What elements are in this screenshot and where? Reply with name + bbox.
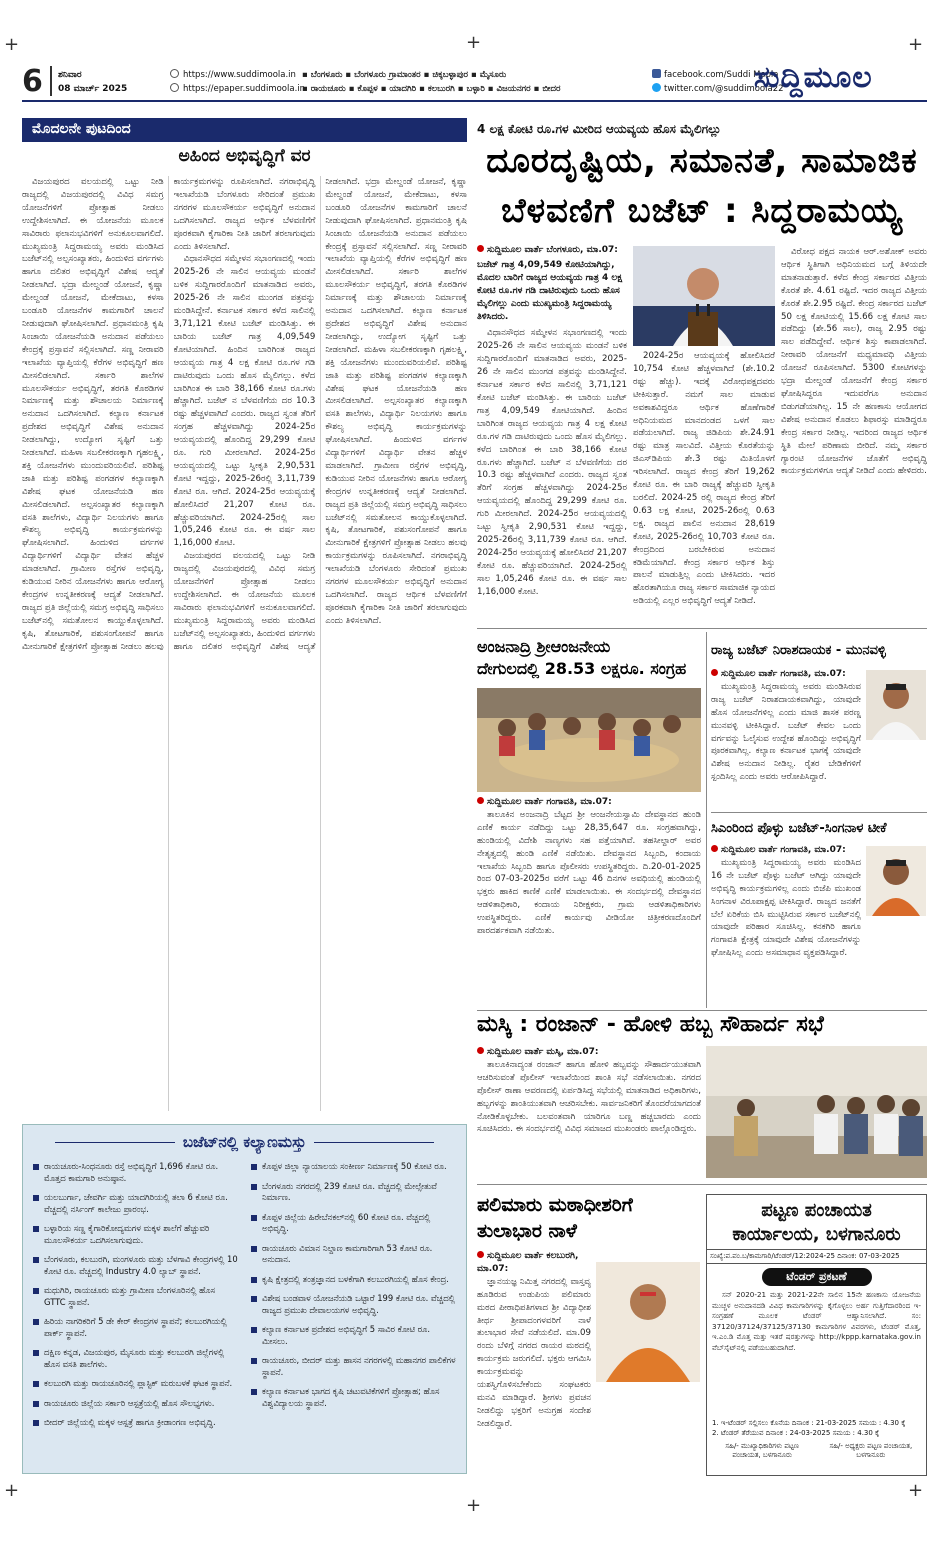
tender-dates	[707, 1418, 926, 1438]
singanal-story	[711, 844, 861, 1008]
list-item: ರಾಯಚೂರು ಜಿಲ್ಲೆಯ ಸರ್ಕಾರಿ ಆಸ್ಪತ್ರೆಯಲ್ಲಿ ಹೊಸ ಸೌಲಭ್ಯಗಳು.	[33, 1398, 238, 1410]
tender-date: 2. ಟೆಂಡರ್ ತೆರೆಯುವ ದಿನಾಂಕ : 24-03-2025 ಸಮಯ : 4.30 ಕ್ಕೆ	[712, 1429, 880, 1437]
list-item: ರಾಯಚೂರು-ಸಿಂಧನೂರು ರಸ್ತೆ ಅಭಿವೃದ್ಧಿಗೆ 1,696 ಕೋಟಿ ರೂ. ಮೊತ್ತದ ಕಾಮಗಾರಿ ಅನುಷ್ಠಾನ.	[33, 1161, 238, 1184]
list-item: ಹಿರಿಯ ನಾಗರಿಕರಿಗೆ 5 ಡೇ ಕೇರ್ ಕೇಂದ್ರಗಳ ಸ್ಥಾಪನೆ; ಕಲಬುರಗಿಯಲ್ಲಿ ಪಾರ್ಕ್ ಸ್ಥಾಪನೆ.	[33, 1316, 238, 1339]
anjanadri-headline: ಅಂಜನಾದ್ರಿ ಶ್ರೀಆಂಜನೇಯ ದೇಗುಲದಲ್ಲಿ 28.53 ಲಕ್ಷರೂ. ಸಂಗ್ರಹ	[477, 637, 687, 678]
divider	[50, 66, 52, 96]
crop-mark: +	[4, 34, 20, 55]
list-item: ಕೊಪ್ಪಳ ಜಿಲ್ಲಾ ನ್ಯಾಯಾಲಯ ಸಂಕೀರ್ಣ ನಿರ್ಮಾಣಕ್ಕೆ 50 ಕೋಟಿ ರೂ.	[251, 1161, 456, 1173]
bullet-icon	[477, 1047, 484, 1054]
list-item: ಬೀದರ್ ಜಿಲ್ಲೆಯಲ್ಲಿ ಮಕ್ಕಳ ಆಸ್ಪತ್ರೆ ಹಾಗೂ ಕ್ರೀಡಾಂಗಣ ಅಭಿವೃದ್ಧಿ.	[33, 1417, 238, 1429]
city-editions	[302, 68, 560, 96]
crop-mark: +	[908, 1480, 924, 1501]
website-link[interactable]: https://www.suddimoola.in	[170, 68, 305, 82]
byline: ಸುದ್ದಿಮೂಲ ವಾರ್ತೆ ಮಸ್ಕಿ, ಮಾ.07:	[477, 1046, 701, 1059]
story-body: ತಾಲೂಕಿನ ಅಂಜನಾದ್ರಿ ಬೆಟ್ಟದ ಶ್ರೀ ಆಂಜನೇಯಸ್ವಾಮಿ ದೇವಸ್ಥಾನದ ಹುಂಡಿ ಎಣಿಕೆ ಕಾರ್ಯ ನಡೆದಿದ್ದು ಒಟ್ಟು 28,35,647 ರೂ. ಸಂಗ್ರಹವಾಗಿದ್ದು, ಹುಂಡಿಯಲ್ಲಿ ವಿದೇಶಿ ನಾಣ್ಯಗಳು ಸಹ ಪತ್ತೆಯಾಗಿವೆ. ತಹಸೀಲ್ದಾರ್ ಅವರ ನೇತೃತ್ವದಲ್ಲಿ ಹುಂಡಿ ಎಣಿಕೆ ನಡೆಯಿತು. ದೇವಸ್ಥಾನದ ಸಿಬ್ಬಂದಿ, ಕಂದಾಯ ಇಲಾಖೆಯ ಸಿಬ್ಬಂದಿ ಹಾಗೂ ಪೊಲೀಸರು ಉಪಸ್ಥಿತರಿದ್ದರು. ದಿ.20-01-2025 ರಿಂದ 07-03-2025ರ ವರೆಗೆ ಒಟ್ಟು 46 ದಿನಗಳ ಅವಧಿಯಲ್ಲಿ ಹುಂಡಿಯಲ್ಲಿ ಭಕ್ತರು ಹಾಕಿದ ಕಾಣಿಕೆ ಎಣಿಕೆ ಮಾಡಲಾಯಿತು. ಈ ಸಂದರ್ಭದಲ್ಲಿ ದೇವಸ್ಥಾನದ ಆಡಳಿತಾಧಿಕಾರಿ, ಕಂದಾಯ ನಿರೀಕ್ಷಕರು, ಗ್ರಾಮ ಆಡಳಿತಾಧಿಕಾರಿಗಳು ಉಪಸ್ಥಿತರಿದ್ದರು. ಎಣಿಕೆ ಕಾರ್ಯವು ವೀಡಿಯೋ ಚಿತ್ರೀಕರಣದೊಂದಿಗೆ ಪಾರದರ್ಶಕವಾಗಿ ನಡೆಯಿತು.	[477, 809, 701, 937]
portrait-image	[866, 670, 926, 740]
tender-body: ಸನ್ 2020-21 ಮತ್ತು 2021-22ನೇ ಸಾಲಿನ 15ನೇ ಹಣಕಾಸು ಯೋಜನೆಯ ಮುಚ್ಚಳ ಅನುದಾನದಡಿ ವಿವಿಧ ಕಾಮಗಾರಿಗಳನ್ನು ಕೈಗೊಳ್ಳಲು ಅರ್ಹ ಗುತ್ತಿಗೆದಾರರಿಂದ ಇ-ಸಂಗ್ರಹಣೆ ಮೂಲಕ ಟೆಂಡರ್ ಆಹ್ವಾನಿಸಲಾಗಿದೆ. ಸಂ: 37120/37124/37125/37130 ಕಾಮಗಾರಿಗಳ ವಿವರಗಳು, ಟೆಂಡರ್ ಮೊತ್ತ, ಇ.ಎಂ.ಡಿ ಮೊತ್ತ ಮತ್ತು ಇತರೆ ಷರತ್ತುಗಳನ್ನು http://kppp.karnataka.gov.in ವೆಬ್‌ಸೈಟ್‌ನಲ್ಲಿ ಪಡೆಯಬಹುದಾಗಿದೆ.	[712, 1290, 921, 1352]
story-body: ಮುಖ್ಯಮಂತ್ರಿ ಸಿದ್ದರಾಮಯ್ಯ ಅವರು ಮಂಡಿಸಿರುವ ರಾಜ್ಯ ಬಜೆಟ್ ನಿರಾಶದಾಯಕವಾಗಿದ್ದು, ಯಾವುದೇ ಹೊಸ ಯೋಜನೆಗಳಿಲ್ಲ ಎಂದು ಮಾಜಿ ಶಾಸಕ ಪರಣ್ಣ ಮುನವಳ್ಳಿ ಟೀಕಿಸಿದ್ದಾರೆ. ಬಜೆಟ್ ಕೇವಲ ಒಂದು ವರ್ಗವನ್ನು ಓಲೈಸುವ ಉದ್ದೇಶ ಹೊಂದಿದ್ದು ಅಭಿವೃದ್ಧಿಗೆ ಪೂರಕವಾಗಿಲ್ಲ. ಕಲ್ಯಾಣ ಕರ್ನಾಟಕ ಭಾಗಕ್ಕೆ ಯಾವುದೇ ವಿಶೇಷ ಅನುದಾನ ನೀಡಿಲ್ಲ. ರೈತರ ಬೇಡಿಕೆಗಳಿಗೆ ಸ್ಪಂದಿಸಿಲ್ಲ ಎಂದು ಅವರು ಆರೋಪಿಸಿದ್ದಾರೆ.	[711, 681, 861, 783]
cities-row: ▪ ಬೆಂಗಳೂರು ▪ ಬೆಂಗಳೂರು ಗ್ರಾಮಾಂತರ ▪ ಚಿಕ್ಕಬಳ್ಳಾಪುರ ▪ ಮೈಸೂರು	[302, 70, 507, 80]
newspaper-logo: ಸುದ್ದಿಮೂಲ	[754, 60, 873, 95]
crop-mark: +	[908, 34, 924, 55]
story-body: ಜ್ಞಾನಯಜ್ಞ ನಿಮಿತ್ತ ನಗರದಲ್ಲಿ ವಾಸ್ತವ್ಯ ಹೂಡಿರುವ ಉಡುಪಿಯ ಪಲಿಮಾರು ಮಠದ ಪೀಠಾಧಿಪತಿಗಳಾದ ಶ್ರೀ ವಿದ್ಯಾಧೀಶ ತೀರ್ಥ ಶ್ರೀಪಾದಂಗಳವರಿಗೆ ನಾಳೆ ತುಲಾಭಾರ ಸೇವೆ ನಡೆಯಲಿದೆ. ಮಾ.09 ರಂದು ಬೆಳಿಗ್ಗೆ ನಗರದ ರಾಯರ ಮಠದಲ್ಲಿ ಕಾರ್ಯಕ್ರಮ ಜರುಗಲಿದೆ. ಭಕ್ತರು ಆಗಮಿಸಿ ಕಾರ್ಯಕ್ರಮವನ್ನು ಯಶಸ್ವಿಗೊಳಿಸಬೇಕೆಂದು ಸಂಘಟಕರು ಮನವಿ ಮಾಡಿದ್ದಾರೆ. ಶ್ರೀಗಳು ಪ್ರವಚನ ನೀಡಲಿದ್ದು ಭಕ್ತರಿಗೆ ಅನುಗ್ರಹ ಸಂದೇಶ ನೀಡಲಿದ್ದಾರೆ.	[477, 1276, 591, 1429]
crop-mark: +	[466, 32, 482, 53]
anjanadri-story	[477, 796, 701, 1008]
temple-counting-photo	[477, 688, 701, 792]
lead-col3: ವಿರೋಧ ಪಕ್ಷದ ನಾಯಕ ಆರ್.ಅಶೋಕ್ ಅವರು ಆರ್ಥಿಕ ಸ್ಥಿತಿಗಾಗಿ ಅಧಿನಿಯಮದ ಬಗ್ಗೆ ತಿಳಿಯದೇ ಮಾತನಾಡುತ್ತಾರೆ. ಕಳೆದ ಕೇಂದ್ರ ಸರ್ಕಾರದ ವಿತ್ತೀಯ ಕೊರತೆ ಶೇ. 4.61 ರಷ್ಟಿದೆ. ಇದರ ರಾಜ್ಯದ ವಿತ್ತೀಯ ಕೊರತೆ ಶೇ.2.95 ರಷ್ಟಿದೆ. ಕೇಂದ್ರ ಸರ್ಕಾರದ ಬಜೆಟ್ 50 ಲಕ್ಷ ಕೋಟಿಯಲ್ಲಿ 15.66 ಲಕ್ಷ ಕೋಟಿ ಸಾಲ ಪಡೆದಿದ್ದು (ಶೇ.56 ಸಾಲ), ರಾಜ್ಯ 2.95 ರಷ್ಟು ಸಾಲ ಪಡೆದಿದ್ದೇವೆ. ಆರ್ಥಿಕ ಶಿಸ್ತು ಕಾಪಾಡಲಾಗಿದೆ. ನೀರಾವರಿ ಯೋಜನೆಗೆ ಮಧ್ಯಮಾವಧಿ ವಿತ್ತೀಯ ಯೋಜನೆ ರೂಪಿಸಲಾಗಿದೆ. 5300 ಕೋಟಿಗಳನ್ನು ಭದ್ರಾ ಮೇಲ್ದಂಡೆ ಯೋಜನೆಗೆ ಕೇಂದ್ರ ಸರ್ಕಾರ ಘೋಷಿಸಿದ್ದರೂ ಇದುವರೆಗೂ ಅನುದಾನ ಬಿಡುಗಡೆಯಾಗಿಲ್ಲ. 15 ನೇ ಹಣಕಾಸು ಆಯೋಗದ ವಿಶೇಷ ಅನುದಾನ ಕೊಡಲು ಶಿಫಾರಸ್ಸು ಮಾಡಿದ್ದರೂ ಕೇಂದ್ರ ಸರ್ಕಾರ ನೀಡಿಲ್ಲ. ಇದರಿಂದ ರಾಜ್ಯದ ಆರ್ಥಿಕ ಸ್ಥಿತಿ ಮೇಲೆ ಪರಿಣಾಮ ಬೀರಿದೆ. ನಮ್ಮ ಸರ್ಕಾರ ಗ್ಯಾರಂಟಿ ಯೋಜನೆಗಳ ಜೊತೆಗೆ ಅಭಿವೃದ್ಧಿ ಕಾರ್ಯಕ್ರಮಗಳಿಗೂ ಆದ್ಯತೆ ನೀಡಿದೆ ಎಂದು ಹೇಳಿದರು.	[781, 247, 927, 477]
maski-meeting-photo	[706, 1046, 927, 1178]
list-item: ಮಧುಗಿರಿ, ರಾಯಚೂರು ಮತ್ತು ಗ್ರಾಮೀಣ ಬೆಂಗಳೂರಿನಲ್ಲಿ ಹೊಸ GTTC ಸ್ಥಾಪನೆ.	[33, 1285, 238, 1308]
lead-col2: 2024-25ರ ಆಯವ್ಯಯಕ್ಕೆ ಹೋಲಿಸಿದರೆ 10,754 ಕೋಟಿ ಹೆಚ್ಚಳವಾಗಿದೆ (ಶೇ.10.2 ರಷ್ಟು ಹೆಚ್ಚು). ಇದಕ್ಕೆ ವಿರೋಧಪಕ್ಷದವರು ಟೀಕಿಸುತ್ತಾರೆ. ನಮಗೆ ಸಾಲ ಮಾಡುವ ಅವಕಾಶವಿದ್ದರೂ ಆರ್ಥಿಕ ಹೊಣೆಗಾರಿಕೆ ಅಧಿನಿಯಮದ ಮಾನದಂಡದ ಒಳಗೆ ಸಾಲ ಪಡೆಯಲಾಗಿದೆ. ರಾಜ್ಯ ಜಿಡಿಪಿಯ ಶೇ.24.91 ರಷ್ಟು ಮಾತ್ರ ಸಾಲವಿದೆ. ವಿತ್ತೀಯ ಕೊರತೆಯನ್ನು ಜಿಎಸ್‌ಡಿಪಿಯ ಶೇ.3 ರಷ್ಟು ಮಿತಿಯೊಳಗೆ ಇರಿಸಲಾಗಿದೆ. ರಾಜ್ಯದ ಕೇಂದ್ರ ತೆರಿಗೆ 19,262 ಕೋಟಿ ರೂ. ಈ ಬಾರಿ ರಾಜ್ಯಕ್ಕೆ ಹೆಚ್ಚುವರಿ ಸ್ವೀಕೃತಿ ಬರಲಿದೆ. 2024-25 ರಲ್ಲಿ ರಾಜ್ಯದ ಕೇಂದ್ರ ತೆರಿಗೆ 0.63 ಲಕ್ಷ ಕೋಟಿ, 2025-26ರಲ್ಲಿ 0.63 ಲಕ್ಷ. ರಾಜ್ಯದ ಪಾಲಿನ ಅನುದಾನ 28,619 ಕೋಟಿ, 2025-26ರಲ್ಲಿ 10,703 ಕೋಟಿ ರೂ. ಕೇಂದ್ರದಿಂದ ಬರಬೇಕಿರುವ ಅನುದಾನ ಕಡಿಮೆಯಾಗಿದೆ. ಕೇಂದ್ರ ಸರ್ಕಾರ ಆರ್ಥಿಕ ಶಿಸ್ತು ಪಾಲನೆ ಮಾಡುತ್ತಿಲ್ಲ ಎಂದು ಟೀಕಿಸಿದರು. ಇದರ ಹೊರತಾಗಿಯೂ ರಾಜ್ಯ ಸರ್ಕಾರ ಸಾಮಾಜಿಕ ನ್ಯಾಯದ ಅಡಿಯಲ್ಲಿ ಎಲ್ಲರ ಅಭಿವೃದ್ಧಿಗೆ ಆದ್ಯತೆ ನೀಡಿದೆ.	[633, 351, 775, 607]
portrait-image	[866, 846, 926, 916]
lead-headline-line2: ಬೆಳವಣಿಗೆ ಬಜೆಟ್ : ಸಿದ್ದರಾಮಯ್ಯ	[501, 191, 903, 231]
story-text: ವಿಜಯಪುರದ ವಲಯದಲ್ಲಿ ಒಟ್ಟು ನೀಡಿ ರಾಜ್ಯದಲ್ಲಿ ವಿಜಯಪುರದಲ್ಲಿ ವಿವಿಧ ಸಮಗ್ರ ಯೋಜನೆಗಳಿಗೆ ಪ್ರೋತ್ಸಾಹ ನೀಡಲು ಉದ್ದೇಶಿಸಲಾಗಿದೆ. ಈ ಯೋಜನೆಯ ಮೂಲಕ ಸಾವಿರಾರು ಫಲಾನುಭವಿಗಳಿಗೆ ಅನುಕೂಲವಾಗಲಿದೆ. ಮುಖ್ಯಮಂತ್ರಿ ಸಿದ್ದರಾಮಯ್ಯ ಅವರು ಮಂಡಿಸಿದ ಬಜೆಟ್‌ನಲ್ಲಿ ಅಲ್ಪಸಂಖ್ಯಾತರು, ಹಿಂದುಳಿದ ವರ್ಗಗಳು ಹಾಗೂ ದಲಿತರ ಅಭಿವೃದ್ಧಿಗೆ ವಿಶೇಷ ಆದ್ಯತೆ ನೀಡಲಾಗಿದೆ. ಭದ್ರಾ ಮೇಲ್ದಂಡೆ ಯೋಜನೆ, ಕೃಷ್ಣಾ ಮೇಲ್ದಂಡೆ ಯೋಜನೆ, ಮೇಕೆದಾಟು, ಕಳಸಾ ಬಂಡೂರಿ ಯೋಜನೆಗಳ ಕಾಮಗಾರಿಗೆ ಚಾಲನೆ ನೀಡುವುದಾಗಿ ಘೋಷಿಸಲಾಗಿದೆ. ಪ್ರಧಾನಮಂತ್ರಿ ಕೃಷಿ ಸಿಂಚಾಯಿ ಯೋಜನೆಯಡಿ ಅನುದಾನ ಪಡೆಯಲು ಕೇಂದ್ರಕ್ಕೆ ಪ್ರಸ್ತಾವನೆ ಸಲ್ಲಿಸಲಾಗಿದೆ. ಸಣ್ಣ ನೀರಾವರಿ ಇಲಾಖೆಯ ವ್ಯಾಪ್ತಿಯಲ್ಲಿ ಕೆರೆಗಳ ಅಭಿವೃದ್ಧಿಗೆ ಹಣ ಮೀಸಲಿಡಲಾಗಿದೆ. ಸರ್ಕಾರಿ ಶಾಲೆಗಳ ಮೂಲಸೌಕರ್ಯ ಅಭಿವೃದ್ಧಿಗೆ, ತರಗತಿ ಕೊಠಡಿಗಳ ನಿರ್ಮಾಣಕ್ಕೆ ಮತ್ತು ಶೌಚಾಲಯ ನಿರ್ಮಾಣಕ್ಕೆ ಅನುದಾನ ಒದಗಿಸಲಾಗಿದೆ. ಕಲ್ಯಾಣ ಕರ್ನಾಟಕ ಪ್ರದೇಶದ ಅಭಿವೃದ್ಧಿಗೆ ವಿಶೇಷ ಅನುದಾನ ನೀಡಲಾಗಿದ್ದು, ಉದ್ಯೋಗ ಸೃಷ್ಟಿಗೆ ಒತ್ತು ನೀಡಲಾಗಿದೆ. ಮಹಿಳಾ ಸಬಲೀಕರಣಕ್ಕಾಗಿ ಗೃಹಲಕ್ಷ್ಮಿ, ಶಕ್ತಿ ಯೋಜನೆಗಳು ಮುಂದುವರಿಯಲಿವೆ. ಪರಿಶಿಷ್ಟ ಜಾತಿ ಮತ್ತು ಪರಿಶಿಷ್ಟ ಪಂಗಡಗಳ ಕಲ್ಯಾಣಕ್ಕಾಗಿ ವಿಶೇಷ ಘಟಕ ಯೋಜನೆಯಡಿ ಹಣ ಮೀಸಲಿಡಲಾಗಿದೆ. ಅಲ್ಪಸಂಖ್ಯಾತರ ಕಲ್ಯಾಣಕ್ಕಾಗಿ ವಸತಿ ಶಾಲೆಗಳು, ವಿದ್ಯಾರ್ಥಿ ನಿಲಯಗಳು ಹಾಗೂ ಕೌಶಲ್ಯ ಅಭಿವೃದ್ಧಿ ಕಾರ್ಯಕ್ರಮಗಳನ್ನು ಘೋಷಿಸಲಾಗಿದೆ. ಹಿಂದುಳಿದ ವರ್ಗಗಳ ವಿದ್ಯಾರ್ಥಿಗಳಿಗೆ ವಿದ್ಯಾರ್ಥಿ ವೇತನ ಹೆಚ್ಚಳ ಮಾಡಲಾಗಿದೆ. ಗ್ರಾಮೀಣ ರಸ್ತೆಗಳ ಅಭಿವೃದ್ಧಿ, ಕುಡಿಯುವ ನೀರಿನ ಯೋಜನೆಗಳು ಹಾಗೂ ಆರೋಗ್ಯ ಕೇಂದ್ರಗಳ ಉನ್ನತೀಕರಣಕ್ಕೆ ಆದ್ಯತೆ ನೀಡಲಾಗಿದೆ. ರಾಜ್ಯದ ಪ್ರತಿ ಜಿಲ್ಲೆಯಲ್ಲಿ ಸಮಗ್ರ ಅಭಿವೃದ್ಧಿ ಸಾಧಿಸಲು ಬಜೆಟ್‌ನಲ್ಲಿ ಸಮತೋಲನ ಕಾಯ್ದುಕೊಳ್ಳಲಾಗಿದೆ. ಕೃಷಿ, ತೋಟಗಾರಿಕೆ, ಪಶುಸಂಗೋಪನೆ ಹಾಗೂ ಮೀನುಗಾರಿಕೆ ಕ್ಷೇತ್ರಗಳಿಗೆ ಪ್ರೋತ್ಸಾಹ ನೀಡಲು ಹಲವು ಕಾರ್ಯಕ್ರಮಗಳನ್ನು ರೂಪಿಸಲಾಗಿದೆ. ನಗರಾಭಿವೃದ್ಧಿ ಇಲಾಖೆಯಡಿ ಬೆಂಗಳೂರು ಸೇರಿದಂತೆ ಪ್ರಮುಖ ನಗರಗಳ ಮೂಲಸೌಕರ್ಯ ಅಭಿವೃದ್ಧಿಗೆ ಅನುದಾನ ಒದಗಿಸಲಾಗಿದೆ. ರಾಜ್ಯದ ಆರ್ಥಿಕ ಬೆಳವಣಿಗೆಗೆ ಪೂರಕವಾಗಿ ಕೈಗಾರಿಕಾ ನೀತಿ ಜಾರಿಗೆ ತರಲಾಗುವುದು ಎಂದು ತಿಳಿಸಲಾಗಿದೆ.	[22, 177, 316, 652]
masthead	[22, 62, 927, 102]
lead-col1	[477, 244, 627, 624]
kalyana-list-right	[251, 1161, 456, 1417]
tender-title: ಪಟ್ಟಣ ಪಂಚಾಯತ	[761, 1200, 872, 1221]
lead-body: ವಿಧಾನಸೌಧದ ಸಮ್ಮೇಳನ ಸಭಾಂಗಣದಲ್ಲಿ ಇಂದು 2025-26 ನೇ ಸಾಲಿನ ಆಯವ್ಯಯ ಮಂಡನೆ ಬಳಿಕ ಸುದ್ದಿಗಾರರೊಂದಿಗೆ ಮಾತನಾಡಿದ ಅವರು, 2025-26 ನೇ ಸಾಲಿನ ಮುಂಗಡ ಪತ್ರವನ್ನು ಮಂಡಿಸಿದ್ದೇನೆ. ಕರ್ನಾಟಕ ಸರ್ಕಾರ ಕಳೆದ ಸಾಲಿನಲ್ಲಿ 3,71,121 ಕೋಟಿ ಬಜೆಟ್ ಮಂಡಿಸಿತ್ತು. ಈ ಬಾರಿಯ ಬಜೆಟ್ ಗಾತ್ರ 4,09,549 ಕೋಟಿಯಾಗಿದೆ. ಹಿಂದಿನ ಬಾರಿಗಿಂತ ರಾಜ್ಯದ ಆಯವ್ಯಯ ಗಾತ್ರ 4 ಲಕ್ಷ ಕೋಟಿ ರೂ.ಗಳ ಗಡಿ ದಾಟಿರುವುದು ಒಂದು ಹೊಸ ಮೈಲಿಗಲ್ಲು. ಕಳೆದ ಬಾರಿಗಿಂತ ಈ ಬಾರಿ 38,166 ಕೋಟಿ ರೂ.ಗಳು ಹೆಚ್ಚಾಗಿದೆ. ಬಜೆಟ್ ನ ಬೆಳವಣಿಗೆಯ ದರ 10.3 ರಷ್ಟು ಹೆಚ್ಚಳವಾಗಿದೆ ಎಂದರು. ರಾಜ್ಯದ ಸ್ವಂತ ತೆರಿಗೆ ಸಂಗ್ರಹ ಹೆಚ್ಚಳವಾಗಿದ್ದು 2024-25ರ ಆಯವ್ಯಯದಲ್ಲಿ ಹೊಂದಿದ್ದ 29,299 ಕೋಟಿ ರೂ. ಗುರಿ ಮೀರಲಾಗಿದೆ. 2024-25ರ ಆಯವ್ಯಯದಲ್ಲಿ ಒಟ್ಟು ಸ್ವೀಕೃತಿ 2,90,531 ಕೋಟಿ ಇದ್ದದ್ದು, 2025-26ರಲ್ಲಿ 3,11,739 ಕೋಟಿ ರೂ. ಆಗಿದೆ. 2024-25ರ ಆಯವ್ಯಯಕ್ಕೆ ಹೋಲಿಸಿದರೆ 21,207 ಕೋಟಿ ರೂ. ಹೆಚ್ಚುವರಿಯಾಗಿದೆ. 2024-25ರಲ್ಲಿ ಸಾಲ 1,05,246 ಕೋಟಿ ರೂ. ಈ ವರ್ಷ ಸಾಲ 1,16,000 ಕೋಟಿ.	[477, 328, 627, 597]
list-item: ಕಲ್ಯಾಣ ಕರ್ನಾಟಕ ಭಾಗದ ಕೃಷಿ ಚಟುವಟಿಕೆಗಳಿಗೆ ಪ್ರೋತ್ಸಾಹ; ಹೊಸ ವಿಶ್ವವಿದ್ಯಾಲಯ ಸ್ಥಾಪನೆ.	[251, 1386, 456, 1409]
story-heading: ಅಹಿಂದ ಅಭಿವೃದ್ಧಿಗೆ ವರ	[178, 146, 311, 166]
lead-kicker	[477, 118, 927, 136]
byline: ಸುದ್ದಿಮೂಲ ವಾರ್ತೆ ಕಲಬುರಗಿ, ಮಾ.07:	[477, 1251, 579, 1274]
divider	[706, 632, 707, 1008]
byline: ಸುದ್ದಿಮೂಲ ವಾರ್ತೆ ಗಂಗಾವತಿ, ಮಾ.07:	[711, 668, 861, 681]
list-item: ಬೆಂಗಳೂರು, ಕಲಬುರಗಿ, ಮಂಗಳೂರು ಮತ್ತು ಬೆಳಗಾವಿ ಕೇಂದ್ರಗಳಲ್ಲಿ 10 ಕೋಟಿ ರೂ. ವೆಚ್ಚದಲ್ಲಿ Industry 4.0 ಲ್ಯಾಬ್ ಸ್ಥಾಪನೆ.	[33, 1254, 238, 1277]
lead-headline-line1: ದೂರದೃಷ್ಟಿಯ, ಸಮಾನತೆ, ಸಾಮಾಜಿಕ	[486, 141, 918, 181]
list-item: ದಕ್ಷಿಣ ಕನ್ನಡ, ವಿಜಯಪುರ, ಮೈಸೂರು ಮತ್ತು ಕಲಬುರಗಿ ಜಿಲ್ಲೆಗಳಲ್ಲಿ ಹೊಸ ವಸತಿ ಶಾಲೆಗಳು.	[33, 1347, 238, 1370]
list-item: ಕೃಷಿ ಕ್ಷೇತ್ರದಲ್ಲಿ ತಂತ್ರಜ್ಞಾನದ ಬಳಕೆಗಾಗಿ ಕಲಬುರಗಿಯಲ್ಲಿ ಹೊಸ ಕೇಂದ್ರ.	[251, 1274, 456, 1286]
swamiji-photo	[596, 1262, 700, 1382]
singanal-photo	[866, 846, 926, 916]
story-text: ವಿಧಾನಸೌಧದ ಸಮ್ಮೇಳನ ಸಭಾಂಗಣದಲ್ಲಿ ಇಂದು 2025-26 ನೇ ಸಾಲಿನ ಆಯವ್ಯಯ ಮಂಡನೆ ಬಳಿಕ ಸುದ್ದಿಗಾರರೊಂದಿಗೆ ಮಾತನಾಡಿದ ಅವರು, 2025-26 ನೇ ಸಾಲಿನ ಮುಂಗಡ ಪತ್ರವನ್ನು ಮಂಡಿಸಿದ್ದೇನೆ. ಕರ್ನಾಟಕ ಸರ್ಕಾರ ಕಳೆದ ಸಾಲಿನಲ್ಲಿ 3,71,121 ಕೋಟಿ ಬಜೆಟ್ ಮಂಡಿಸಿತ್ತು. ಈ ಬಾರಿಯ ಬಜೆಟ್ ಗಾತ್ರ 4,09,549 ಕೋಟಿಯಾಗಿದೆ. ಹಿಂದಿನ ಬಾರಿಗಿಂತ ರಾಜ್ಯದ ಆಯವ್ಯಯ ಗಾತ್ರ 4 ಲಕ್ಷ ಕೋಟಿ ರೂ.ಗಳ ಗಡಿ ದಾಟಿರುವುದು ಒಂದು ಹೊಸ ಮೈಲಿಗಲ್ಲು. ಕಳೆದ ಬಾರಿಗಿಂತ ಈ ಬಾರಿ 38,166 ಕೋಟಿ ರೂ.ಗಳು ಹೆಚ್ಚಾಗಿದೆ. ಬಜೆಟ್ ನ ಬೆಳವಣಿಗೆಯ ದರ 10.3 ರಷ್ಟು ಹೆಚ್ಚಳವಾಗಿದೆ ಎಂದರು. ರಾಜ್ಯದ ಸ್ವಂತ ತೆರಿಗೆ ಸಂಗ್ರಹ ಹೆಚ್ಚಳವಾಗಿದ್ದು 2024-25ರ ಆಯವ್ಯಯದಲ್ಲಿ ಹೊಂದಿದ್ದ 29,299 ಕೋಟಿ ರೂ. ಗುರಿ ಮೀರಲಾಗಿದೆ. 2024-25ರ ಆಯವ್ಯಯದಲ್ಲಿ ಒಟ್ಟು ಸ್ವೀಕೃತಿ 2,90,531 ಕೋಟಿ ಇದ್ದದ್ದು, 2025-26ರಲ್ಲಿ 3,11,739 ಕೋಟಿ ರೂ. ಆಗಿದೆ. 2024-25ರ ಆಯವ್ಯಯಕ್ಕೆ ಹೋಲಿಸಿದರೆ 21,207 ಕೋಟಿ ರೂ. ಹೆಚ್ಚುವರಿಯಾಗಿದೆ. 2024-25ರಲ್ಲಿ ಸಾಲ 1,05,246 ಕೋಟಿ ರೂ. ಈ ವರ್ಷ ಸಾಲ 1,16,000 ಕೋಟಿ.	[173, 254, 316, 549]
cm-photo	[633, 246, 775, 346]
list-item: ರಾಯಚೂರು ವಿಮಾನ ನಿಲ್ದಾಣ ಕಾಮಗಾರಿಗಾಗಿ 53 ಕೋಟಿ ರೂ. ಅನುದಾನ.	[251, 1243, 456, 1266]
list-item: ಬಳ್ಳಾರಿಯ ಸಣ್ಣ ಕೈಗಾರಿಕೋದ್ಯಮಗಳ ಮಕ್ಕಳ ಶಾಲೆಗೆ ಹೆಚ್ಚುವರಿ ಮೂಲಸೌಕರ್ಯ ಒದಗಿಸಲಾಗುವುದು.	[33, 1223, 238, 1246]
story-body: ತಾಲೂಕಿನಾದ್ಯಂತ ರಂಜಾನ್ ಹಾಗೂ ಹೋಳಿ ಹಬ್ಬವನ್ನು ಸೌಹಾರ್ದಯುತವಾಗಿ ಆಚರಿಸುವಂತೆ ಪೊಲೀಸ್ ಇಲಾಖೆಯಿಂದ ಶಾಂತಿ ಸಭೆ ನಡೆಸಲಾಯಿತು. ನಗರದ ಪೊಲೀಸ್ ಠಾಣಾ ಆವರಣದಲ್ಲಿ ಏರ್ಪಡಿಸಿದ್ದ ಸಭೆಯಲ್ಲಿ ಮಾತನಾಡಿದ ಅಧಿಕಾರಿಗಳು, ಹಬ್ಬಗಳನ್ನು ಶಾಂತಿಯುತವಾಗಿ ಆಚರಿಸಬೇಕು. ಸಾರ್ವಜನಿಕರಿಗೆ ತೊಂದರೆಯಾಗದಂತೆ ನೋಡಿಕೊಳ್ಳಬೇಕು. ಬಲವಂತವಾಗಿ ಯಾರಿಗೂ ಬಣ್ಣ ಹಚ್ಚಬಾರದು ಎಂದು ಸೂಚಿಸಿದರು. ಈ ಸಂದರ್ಭದಲ್ಲಿ ವಿವಿಧ ಸಮಾಜದ ಮುಖಂಡರು ಪಾಲ್ಗೊಂಡಿದ್ದರು.	[477, 1059, 701, 1135]
bullet-icon	[477, 1251, 484, 1258]
person-at-podium-image	[633, 246, 775, 346]
tender-ref: ಸಂಖ್ಯೆ:ಪ.ಪಂ.ಬ/ಕಾಮಗಾರಿ/ಟೆಂಡರ್/12:2024-25 ದಿನಾಂಕ: 07-03-2025	[707, 1249, 926, 1264]
box-title: ಬಜೆಟ್‌ನಲ್ಲಿ ಕಲ್ಯಾಣಮಸ್ತು	[23, 1133, 466, 1151]
munavalli-headline: ರಾಜ್ಯ ಬಜೆಟ್ ನಿರಾಶದಾಯಕ - ಮುನವಳ್ಳಿ	[711, 643, 886, 658]
list-item: ಕಲ್ಯಾಣ ಕರ್ನಾಟಕ ಪ್ರದೇಶದ ಅಭಿವೃದ್ಧಿಗೆ 5 ಸಾವಿರ ಕೋಟಿ ರೂ. ಮೀಸಲು.	[251, 1324, 456, 1347]
bullet-icon	[711, 845, 718, 852]
signature-right: ಸಹಿ/- ಅಧ್ಯಕ್ಷರು ಪಟ್ಟಣ ಪಂಚಾಯತ, ಬಳಗಾನೂರು	[829, 1442, 913, 1459]
byline: ಸುದ್ದಿಮೂಲ ವಾರ್ತೆ ಗಂಗಾವತಿ, ಮಾ.07:	[711, 844, 861, 857]
swamiji-image	[596, 1262, 700, 1382]
story-body: ಮುಖ್ಯಮಂತ್ರಿ ಸಿದ್ದರಾಮಯ್ಯ ಅವರು ಮಂಡಿಸಿದ 16 ನೇ ಬಜೆಟ್ ಪೊಳ್ಳು ಬಜೆಟ್ ಆಗಿದ್ದು ಯಾವುದೇ ಅಭಿವೃದ್ಧಿ ಕಾರ್ಯಕ್ರಮಗಳಿಲ್ಲ ಎಂದು ಬಿಜೆಪಿ ಮುಖಂಡ ಸಿಂಗನಾಳ ವಿರೂಪಾಕ್ಷಪ್ಪ ಟೀಕಿಸಿದ್ದಾರೆ. ರಾಜ್ಯದ ಜನತೆಗೆ ಬೆಲೆ ಏರಿಕೆಯ ಬಿಸಿ ಮುಟ್ಟಿಸಿರುವ ಸರ್ಕಾರ ಬಜೆಟ್‌ನಲ್ಲಿ ಯಾವುದೇ ಪರಿಹಾರ ಸೂಚಿಸಿಲ್ಲ. ಕನಕಗಿರಿ ಹಾಗೂ ಗಂಗಾವತಿ ಕ್ಷೇತ್ರಕ್ಕೆ ಯಾವುದೇ ವಿಶೇಷ ಯೋಜನೆಗಳನ್ನು ಘೋಷಿಸಿಲ್ಲ ಎಂದು ಅಸಮಾಧಾನ ವ್ಯಕ್ತಪಡಿಸಿದ್ದಾರೆ.	[711, 857, 861, 959]
tender-notice	[706, 1194, 927, 1476]
date-block	[58, 68, 127, 96]
meeting-image	[706, 1046, 927, 1178]
lead-summary: ಬಜೆಟ್ ಗಾತ್ರ 4,09,549 ಕೋಟಿಯಾಗಿದ್ದು, ಮೊದಲ ಬಾರಿಗೆ ರಾಜ್ಯದ ಆಯವ್ಯಯ ಗಾತ್ರ 4 ಲಕ್ಷ ಕೋಟಿ ರೂ.ಗಳ ಗಡಿ ದಾಟಿರುವುದು ಒಂದು ಹೊಸ ಮೈಲಿಗಲ್ಲು ಎಂದು ಮುಖ್ಯಮಂತ್ರಿ ಸಿದ್ದರಾಮಯ್ಯ ತಿಳಿಸಿದರು.	[477, 259, 623, 322]
list-item: ವಿಶೇಷ ಬಂಡವಾಳ ಯೋಜನೆಯಡಿ ಒಟ್ಟಾರೆ 199 ಕೋಟಿ ರೂ. ವೆಚ್ಚದಲ್ಲಿ ರಾಜ್ಯದ ಪ್ರಮುಖ ದೇವಾಲಯಗಳ ಅಭಿವೃದ್ಧಿ.	[251, 1293, 456, 1316]
crowd-image	[477, 688, 701, 792]
divider	[477, 1010, 927, 1011]
cities-row: ▪ ರಾಯಚೂರು ▪ ಕೊಪ್ಪಳ ▪ ಯಾದಗಿರಿ ▪ ಕಲಬುರಗಿ ▪ ಬಳ್ಳಾರಿ ▪ ವಿಜಯನಗರ ▪ ಬೀದರ	[302, 84, 561, 94]
maski-headline: ಮಸ್ಕಿ : ರಂಜಾನ್ - ಹೋಳಿ ಹಬ್ಬ ಸೌಹಾರ್ದ ಸಭೆ	[477, 1012, 824, 1037]
kicker-text: 4 ಲಕ್ಷ ಕೋಟಿ ರೂ.ಗಳ ಮೀರಿದ ಆಯವ್ಯಯ ಹೊಸ ಮೈಲಿಗಲ್ಲು	[477, 122, 722, 136]
munavalli-photo	[866, 670, 926, 740]
crop-mark: +	[4, 1480, 20, 1501]
page-number: 6	[22, 64, 43, 99]
story-text: ವಿಜಯಪುರದ ವಲಯದಲ್ಲಿ ಒಟ್ಟು ನೀಡಿ ರಾಜ್ಯದಲ್ಲಿ ವಿಜಯಪುರದಲ್ಲಿ ವಿವಿಧ ಸಮಗ್ರ ಯೋಜನೆಗಳಿಗೆ ಪ್ರೋತ್ಸಾಹ ನೀಡಲು ಉದ್ದೇಶಿಸಲಾಗಿದೆ. ಈ ಯೋಜನೆಯ ಮೂಲಕ ಸಾವಿರಾರು ಫಲಾನುಭವಿಗಳಿಗೆ ಅನುಕೂಲವಾಗಲಿದೆ. ಮುಖ್ಯಮಂತ್ರಿ ಸಿದ್ದರಾಮಯ್ಯ ಅವರು ಮಂಡಿಸಿದ ಬಜೆಟ್‌ನಲ್ಲಿ ಅಲ್ಪಸಂಖ್ಯಾತರು, ಹಿಂದುಳಿದ ವರ್ಗಗಳು ಹಾಗೂ ದಲಿತರ ಅಭಿವೃದ್ಧಿಗೆ ವಿಶೇಷ ಆದ್ಯತೆ ನೀಡಲಾಗಿದೆ. ಭದ್ರಾ ಮೇಲ್ದಂಡೆ ಯೋಜನೆ, ಕೃಷ್ಣಾ ಮೇಲ್ದಂಡೆ ಯೋಜನೆ, ಮೇಕೆದಾಟು, ಕಳಸಾ ಬಂಡೂರಿ ಯೋಜನೆಗಳ ಕಾಮಗಾರಿಗೆ ಚಾಲನೆ ನೀಡುವುದಾಗಿ ಘೋಷಿಸಲಾಗಿದೆ. ಪ್ರಧಾನಮಂತ್ರಿ ಕೃಷಿ ಸಿಂಚಾಯಿ ಯೋಜನೆಯಡಿ ಅನುದಾನ ಪಡೆಯಲು ಕೇಂದ್ರಕ್ಕೆ ಪ್ರಸ್ತಾವನೆ ಸಲ್ಲಿಸಲಾಗಿದೆ. ಸಣ್ಣ ನೀರಾವರಿ ಇಲಾಖೆಯ ವ್ಯಾಪ್ತಿಯಲ್ಲಿ ಕೆರೆಗಳ ಅಭಿವೃದ್ಧಿಗೆ ಹಣ ಮೀಸಲಿಡಲಾಗಿದೆ. ಸರ್ಕಾರಿ ಶಾಲೆಗಳ ಮೂಲಸೌಕರ್ಯ ಅಭಿವೃದ್ಧಿಗೆ, ತರಗತಿ ಕೊಠಡಿಗಳ ನಿರ್ಮಾಣಕ್ಕೆ ಮತ್ತು ಶೌಚಾಲಯ ನಿರ್ಮಾಣಕ್ಕೆ ಅನುದಾನ ಒದಗಿಸಲಾಗಿದೆ. ಕಲ್ಯಾಣ ಕರ್ನಾಟಕ ಪ್ರದೇಶದ ಅಭಿವೃದ್ಧಿಗೆ ವಿಶೇಷ ಅನುದಾನ ನೀಡಲಾಗಿದ್ದು, ಉದ್ಯೋಗ ಸೃಷ್ಟಿಗೆ ಒತ್ತು ನೀಡಲಾಗಿದೆ. ಮಹಿಳಾ ಸಬಲೀಕರಣಕ್ಕಾಗಿ ಗೃಹಲಕ್ಷ್ಮಿ, ಶಕ್ತಿ ಯೋಜನೆಗಳು ಮುಂದುವರಿಯಲಿವೆ. ಪರಿಶಿಷ್ಟ ಜಾತಿ ಮತ್ತು ಪರಿಶಿಷ್ಟ ಪಂಗಡಗಳ ಕಲ್ಯಾಣಕ್ಕಾಗಿ ವಿಶೇಷ ಘಟಕ ಯೋಜನೆಯಡಿ ಹಣ ಮೀಸಲಿಡಲಾಗಿದೆ. ಅಲ್ಪಸಂಖ್ಯಾತರ ಕಲ್ಯಾಣಕ್ಕಾಗಿ ವಸತಿ ಶಾಲೆಗಳು, ವಿದ್ಯಾರ್ಥಿ ನಿಲಯಗಳು ಹಾಗೂ ಕೌಶಲ್ಯ ಅಭಿವೃದ್ಧಿ ಕಾರ್ಯಕ್ರಮಗಳನ್ನು ಘೋಷಿಸಲಾಗಿದೆ. ಹಿಂದುಳಿದ ವರ್ಗಗಳ ವಿದ್ಯಾರ್ಥಿಗಳಿಗೆ ವಿದ್ಯಾರ್ಥಿ ವೇತನ ಹೆಚ್ಚಳ ಮಾಡಲಾಗಿದೆ. ಗ್ರಾಮೀಣ ರಸ್ತೆಗಳ ಅಭಿವೃದ್ಧಿ, ಕುಡಿಯುವ ನೀರಿನ ಯೋಜನೆಗಳು ಹಾಗೂ ಆರೋಗ್ಯ ಕೇಂದ್ರಗಳ ಉನ್ನತೀಕರಣಕ್ಕೆ ಆದ್ಯತೆ ನೀಡಲಾಗಿದೆ. ರಾಜ್ಯದ ಪ್ರತಿ ಜಿಲ್ಲೆಯಲ್ಲಿ ಸಮಗ್ರ ಅಭಿವೃದ್ಧಿ ಸಾಧಿಸಲು ಬಜೆಟ್‌ನಲ್ಲಿ ಸಮತೋಲನ ಕಾಯ್ದುಕೊಳ್ಳಲಾಗಿದೆ. ಕೃಷಿ, ತೋಟಗಾರಿಕೆ, ಪಶುಸಂಗೋಪನೆ ಹಾಗೂ ಮೀನುಗಾರಿಕೆ ಕ್ಷೇತ್ರಗಳಿಗೆ ಪ್ರೋತ್ಸಾಹ ನೀಡಲು ಹಲವು ಕಾರ್ಯಕ್ರಮಗಳನ್ನು ರೂಪಿಸಲಾಗಿದೆ. ನಗರಾಭಿವೃದ್ಧಿ ಇಲಾಖೆಯಡಿ ಬೆಂಗಳೂರು ಸೇರಿದಂತೆ ಪ್ರಮುಖ ನಗರಗಳ ಮೂಲಸೌಕರ್ಯ ಅಭಿವೃದ್ಧಿಗೆ ಅನುದಾನ ಒದಗಿಸಲಾಗಿದೆ. ರಾಜ್ಯದ ಆರ್ಥಿಕ ಬೆಳವಣಿಗೆಗೆ ಪೂರಕವಾಗಿ ಕೈಗಾರಿಕಾ ನೀತಿ ಜಾರಿಗೆ ತರಲಾಗುವುದು ಎಂದು ತಿಳಿಸಲಾಗಿದೆ.	[173, 177, 467, 652]
byline: ಸುದ್ದಿಮೂಲ ವಾರ್ತೆ ಗಂಗಾವತಿ, ಮಾ.07:	[477, 796, 701, 809]
facebook-icon	[652, 69, 661, 78]
tender-badge: ಟೆಂಡರ್ ಪ್ರಕಟಣೆ	[762, 1268, 872, 1286]
tender-title: ಕಾರ್ಯಾಲಯ, ಬಳಗಾನೂರು	[732, 1224, 901, 1245]
palimaru-story	[477, 1250, 591, 1476]
kalyana-list-left	[33, 1161, 238, 1437]
bullet-icon	[711, 669, 718, 676]
list-item: ಬೆಂಗಳೂರು ನಗರದಲ್ಲಿ 239 ಕೋಟಿ ರೂ. ವೆಚ್ಚದಲ್ಲಿ ಮೇಲ್ಸೇತುವೆ ನಿರ್ಮಾಣ.	[251, 1181, 456, 1204]
singanal-headline: ಸಿಎಂರಿಂದ ಪೊಳ್ಳು ಬಜೆಟ್-ಸಿಂಗನಾಳ ಟೀಕೆ	[711, 821, 887, 836]
list-item: ಯಲಬುರ್ಗಾ, ಜೇವರ್ಗಿ ಮತ್ತು ಯಾದಗಿರಿಯಲ್ಲಿ ತಲಾ 6 ಕೋಟಿ ರೂ. ವೆಚ್ಚದಲ್ಲಿ ನರ್ಸಿಂಗ್ ಕಾಲೇಜು ಪ್ರಾರಂಭ.	[33, 1192, 238, 1215]
list-item: ಕೊಪ್ಪಳ ಜಿಲ್ಲೆಯ ಹಿರೇಬೆನಕಲ್‌ನಲ್ಲಿ 60 ಕೋಟಿ ರೂ. ವೆಚ್ಚದಲ್ಲಿ ಅಭಿವೃದ್ಧಿ.	[251, 1212, 456, 1235]
divider	[477, 628, 927, 629]
signature-left: ಸಹಿ/- ಮುಖ್ಯಾಧಿಕಾರಿಗಳು ಪಟ್ಟಣ ಪಂಚಾಯತ, ಬಳಗಾನೂರು	[725, 1442, 799, 1459]
twitter-link[interactable]: twitter.com/@suddimoola22	[652, 82, 784, 96]
globe-icon	[170, 69, 179, 78]
tender-date: 1. ಇ-ಟೆಂಡರ್ ಸಲ್ಲಿಸಲು ಕೊನೆಯ ದಿನಾಂಕ : 21-03-2025 ಸಮಯ : 4.30 ಕ್ಕೆ	[712, 1419, 906, 1427]
bullet-icon	[477, 245, 484, 252]
list-item: ಕಲಬುರಗಿ ಮತ್ತು ರಾಯಚೂರಿನಲ್ಲಿ ಪ್ಲಾಸ್ಟಿಕ್ ಮರುಬಳಕೆ ಘಟಕ ಸ್ಥಾಪನೆ.	[33, 1378, 238, 1390]
divider	[711, 812, 927, 813]
epaper-link[interactable]: https://epaper.suddimoola.in	[170, 82, 305, 96]
palimaru-headline: ಪಲಿಮಾರು ಮಠಾಧೀಶರಿಗೆ ತುಲಾಭಾರ ನಾಳೆ	[477, 1194, 633, 1242]
section-bar: ಮೊದಲನೇ ಪುಟದಿಂದ	[22, 118, 467, 142]
weekday: ಶನಿವಾರ	[58, 70, 82, 80]
byline: ಸುದ್ದಿಮೂಲ ವಾರ್ತೆ ಬೆಂಗಳೂರು, ಮಾ.07:	[477, 244, 627, 257]
story-body	[22, 176, 467, 1111]
crop-mark: +	[466, 1495, 482, 1516]
urls	[170, 68, 305, 96]
twitter-icon	[652, 83, 661, 92]
munavalli-story	[711, 668, 861, 808]
list-item: ರಾಯಚೂರು, ಬೀದರ್ ಮತ್ತು ಹಾಸನ ನಗರಗಳಲ್ಲಿ ಮಹಾನಗರ ಪಾಲಿಕೆಗಳ ಸ್ಥಾಪನೆ.	[251, 1355, 456, 1378]
bullet-icon	[477, 797, 484, 804]
maski-story	[477, 1046, 701, 1176]
divider	[477, 1184, 927, 1185]
globe-icon	[170, 83, 179, 92]
date: 08 ಮಾರ್ಚ್ 2025	[58, 84, 128, 94]
signatures	[707, 1438, 926, 1464]
kalyana-box	[22, 1124, 467, 1474]
facebook-link[interactable]: facebook.com/Suddi Moola	[652, 68, 784, 82]
